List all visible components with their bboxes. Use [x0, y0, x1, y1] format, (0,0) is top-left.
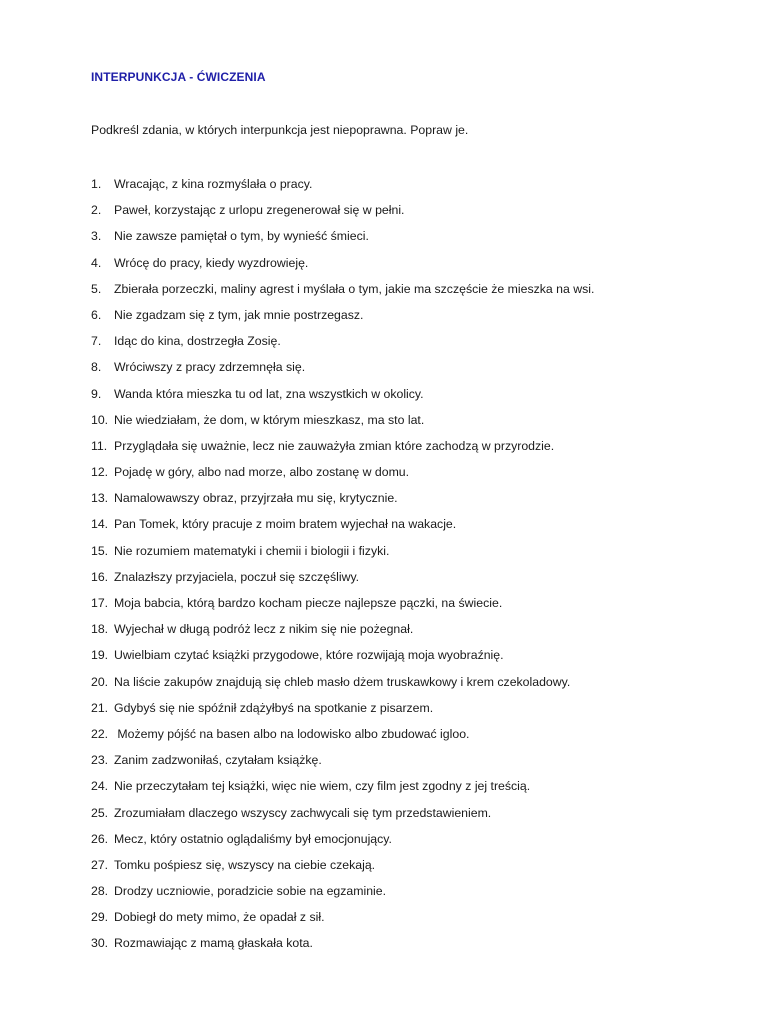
exercise-item-text: Nie przeczytałam tej książki, więc nie wiem, czy film jest zgodny z jej treścią. [114, 779, 531, 794]
exercise-item [91, 202, 594, 228]
exercise-item-number: 14. [91, 517, 109, 532]
exercise-item-text: Zanim zadzwoniłaś, czytałam książkę. [114, 753, 322, 768]
exercise-item [91, 386, 594, 412]
exercise-item-text: Moja babcia, którą bardzo kocham piecze najlepsze pączki, na świecie. [114, 596, 503, 610]
exercise-item [91, 176, 594, 202]
exercise-item [91, 228, 594, 254]
exercise-item-text: Zrozumiałam dlaczego wszyscy zachwycali się tym przedstawieniem. [114, 805, 492, 820]
exercise-item-text: Nie zawsze pamiętał o tym, by wynieść śmieci. [114, 229, 369, 244]
exercise-item-number: 8. [91, 360, 102, 375]
exercise-item [91, 412, 594, 438]
exercise-item [91, 595, 594, 621]
exercise-item-text: Drodzy uczniowie, poradzicie sobie na egzaminie. [114, 884, 387, 899]
exercise-item [91, 700, 594, 726]
exercise-item-text: Wyjechał w długą podróż lecz z nikim się nie pożegnał. [114, 622, 414, 637]
exercise-item [91, 831, 594, 857]
exercise-item-text: Wanda która mieszka tu od lat, zna wszystkich w okolicy. [114, 386, 424, 401]
exercise-item [91, 255, 594, 281]
exercise-item-number: 30. [91, 936, 109, 951]
exercise-item-text: Rozmawiając z mamą głaskała kota. [114, 936, 313, 951]
exercise-item [91, 647, 594, 673]
exercise-item [91, 805, 594, 831]
exercise-item-text: Paweł, korzystając z urlopu zregenerował się w pełni. [114, 203, 405, 218]
exercise-item-text: Tomku pośpiesz się, wszyscy na ciebie czekają. [114, 857, 376, 872]
exercise-item-number: 13. [91, 491, 109, 506]
exercise-item-number: 26. [91, 831, 109, 846]
exercise-item-number: 1. [91, 177, 102, 191]
exercise-item-number: 27. [91, 857, 109, 872]
exercise-item [91, 516, 594, 542]
exercise-item-text: Nie wiedziałam, że dom, w którym mieszkasz, ma sto lat. [114, 412, 425, 427]
exercise-item-text: Znalazłszy przyjaciela, poczuł się szczęśliwy. [114, 569, 360, 584]
exercise-item-number: 3. [91, 229, 102, 244]
exercise-item-number: 16. [91, 569, 109, 584]
exercise-item-text: Przyglądała się uważnie, lecz nie zauważyła zmian które zachodzą w przyrodzie. [114, 438, 555, 453]
exercise-item-number: 22. [91, 726, 109, 741]
exercise-item [91, 333, 594, 359]
exercise-item [91, 935, 594, 961]
exercise-item [91, 883, 594, 909]
exercise-item [91, 621, 594, 647]
exercise-item-number: 21. [91, 700, 109, 715]
exercise-item-number: 23. [91, 753, 109, 768]
exercise-item-text: Mecz, który ostatnio oglądaliśmy był emocjonujący. [114, 831, 392, 846]
exercise-item-text: Zbierała porzeczki, maliny agrest i myślała o tym, jakie ma szczęście że mieszka na wsi. [114, 281, 595, 296]
exercise-item-number: 6. [91, 307, 102, 322]
exercise-item-number: 15. [91, 543, 109, 558]
exercise-item [91, 909, 594, 935]
exercise-item [91, 281, 594, 307]
exercise-item-text: Wracając, z kina rozmyślała o pracy. [114, 177, 313, 191]
exercise-item-number: 11. [91, 438, 108, 453]
exercise-item-number: 9. [91, 386, 102, 401]
exercise-item-number: 29. [91, 910, 109, 925]
exercise-item [91, 857, 594, 883]
exercise-item-number: 17. [91, 596, 109, 610]
exercise-item-text: Gdybyś się nie spóźnił zdążyłbyś na spotkanie z pisarzem. [114, 700, 434, 715]
exercise-item-number: 18. [91, 622, 109, 637]
exercise-item-number: 19. [91, 648, 109, 663]
exercise-item [91, 438, 594, 464]
exercise-item-text: Namalowawszy obraz, przyjrzała mu się, krytycznie. [114, 491, 398, 506]
exercise-item-number: 12. [91, 465, 109, 480]
exercise-item [91, 674, 594, 700]
exercise-item-text: Możemy pójść na basen albo na lodowisko albo zbudować igloo. [114, 726, 470, 741]
exercise-item-text: Pojadę w góry, albo nad morze, albo zostanę w domu. [114, 465, 410, 480]
exercise-item-text: Wróciwszy z pracy zdrzemnęła się. [114, 360, 306, 375]
exercise-item-text: Pan Tomek, który pracuje z moim bratem wyjechał na wakacje. [114, 517, 457, 532]
exercise-item-number: 28. [91, 884, 109, 899]
exercise-item-number: 25. [91, 805, 109, 820]
exercise-item [91, 569, 594, 595]
exercise-item-number: 2. [91, 203, 102, 218]
exercise-item-text: Na liście zakupów znajdują się chleb masło dżem truskawkowy i krem czekoladowy. [114, 674, 571, 689]
exercise-item-number: 4. [91, 255, 102, 270]
exercise-item-number: 24. [91, 779, 109, 794]
exercise-list [91, 176, 594, 962]
exercise-item [91, 464, 594, 490]
exercise-item-number: 10. [91, 412, 109, 427]
document-title: INTERPUNKCJA - ĆWICZENIA [91, 70, 266, 84]
exercise-item-number: 5. [91, 281, 102, 296]
exercise-item [91, 726, 594, 752]
exercise-item-number: 7. [91, 334, 102, 349]
exercise-item [91, 778, 594, 804]
exercise-item-text: Nie zgadzam się z tym, jak mnie postrzegasz. [114, 307, 364, 322]
exercise-item-text: Nie rozumiem matematyki i chemii i biologii i fizyki. [114, 543, 390, 558]
exercise-item-text: Wrócę do pracy, kiedy wyzdrowieję. [114, 255, 309, 270]
exercise-item-text: Uwielbiam czytać książki przygodowe, które rozwijają moja wyobraźnię. [114, 648, 504, 663]
exercise-item-text: Idąc do kina, dostrzegła Zosię. [114, 334, 281, 349]
exercise-item [91, 752, 594, 778]
exercise-item-number: 20. [91, 674, 109, 689]
exercise-item [91, 543, 594, 569]
exercise-item [91, 490, 594, 516]
exercise-item [91, 307, 594, 333]
exercise-item-text: Dobiegł do mety mimo, że opadał z sił. [114, 910, 325, 925]
exercise-item [91, 359, 594, 385]
exercise-instruction: Podkreśl zdania, w których interpunkcja jest niepoprawna. Popraw je. [91, 123, 469, 137]
